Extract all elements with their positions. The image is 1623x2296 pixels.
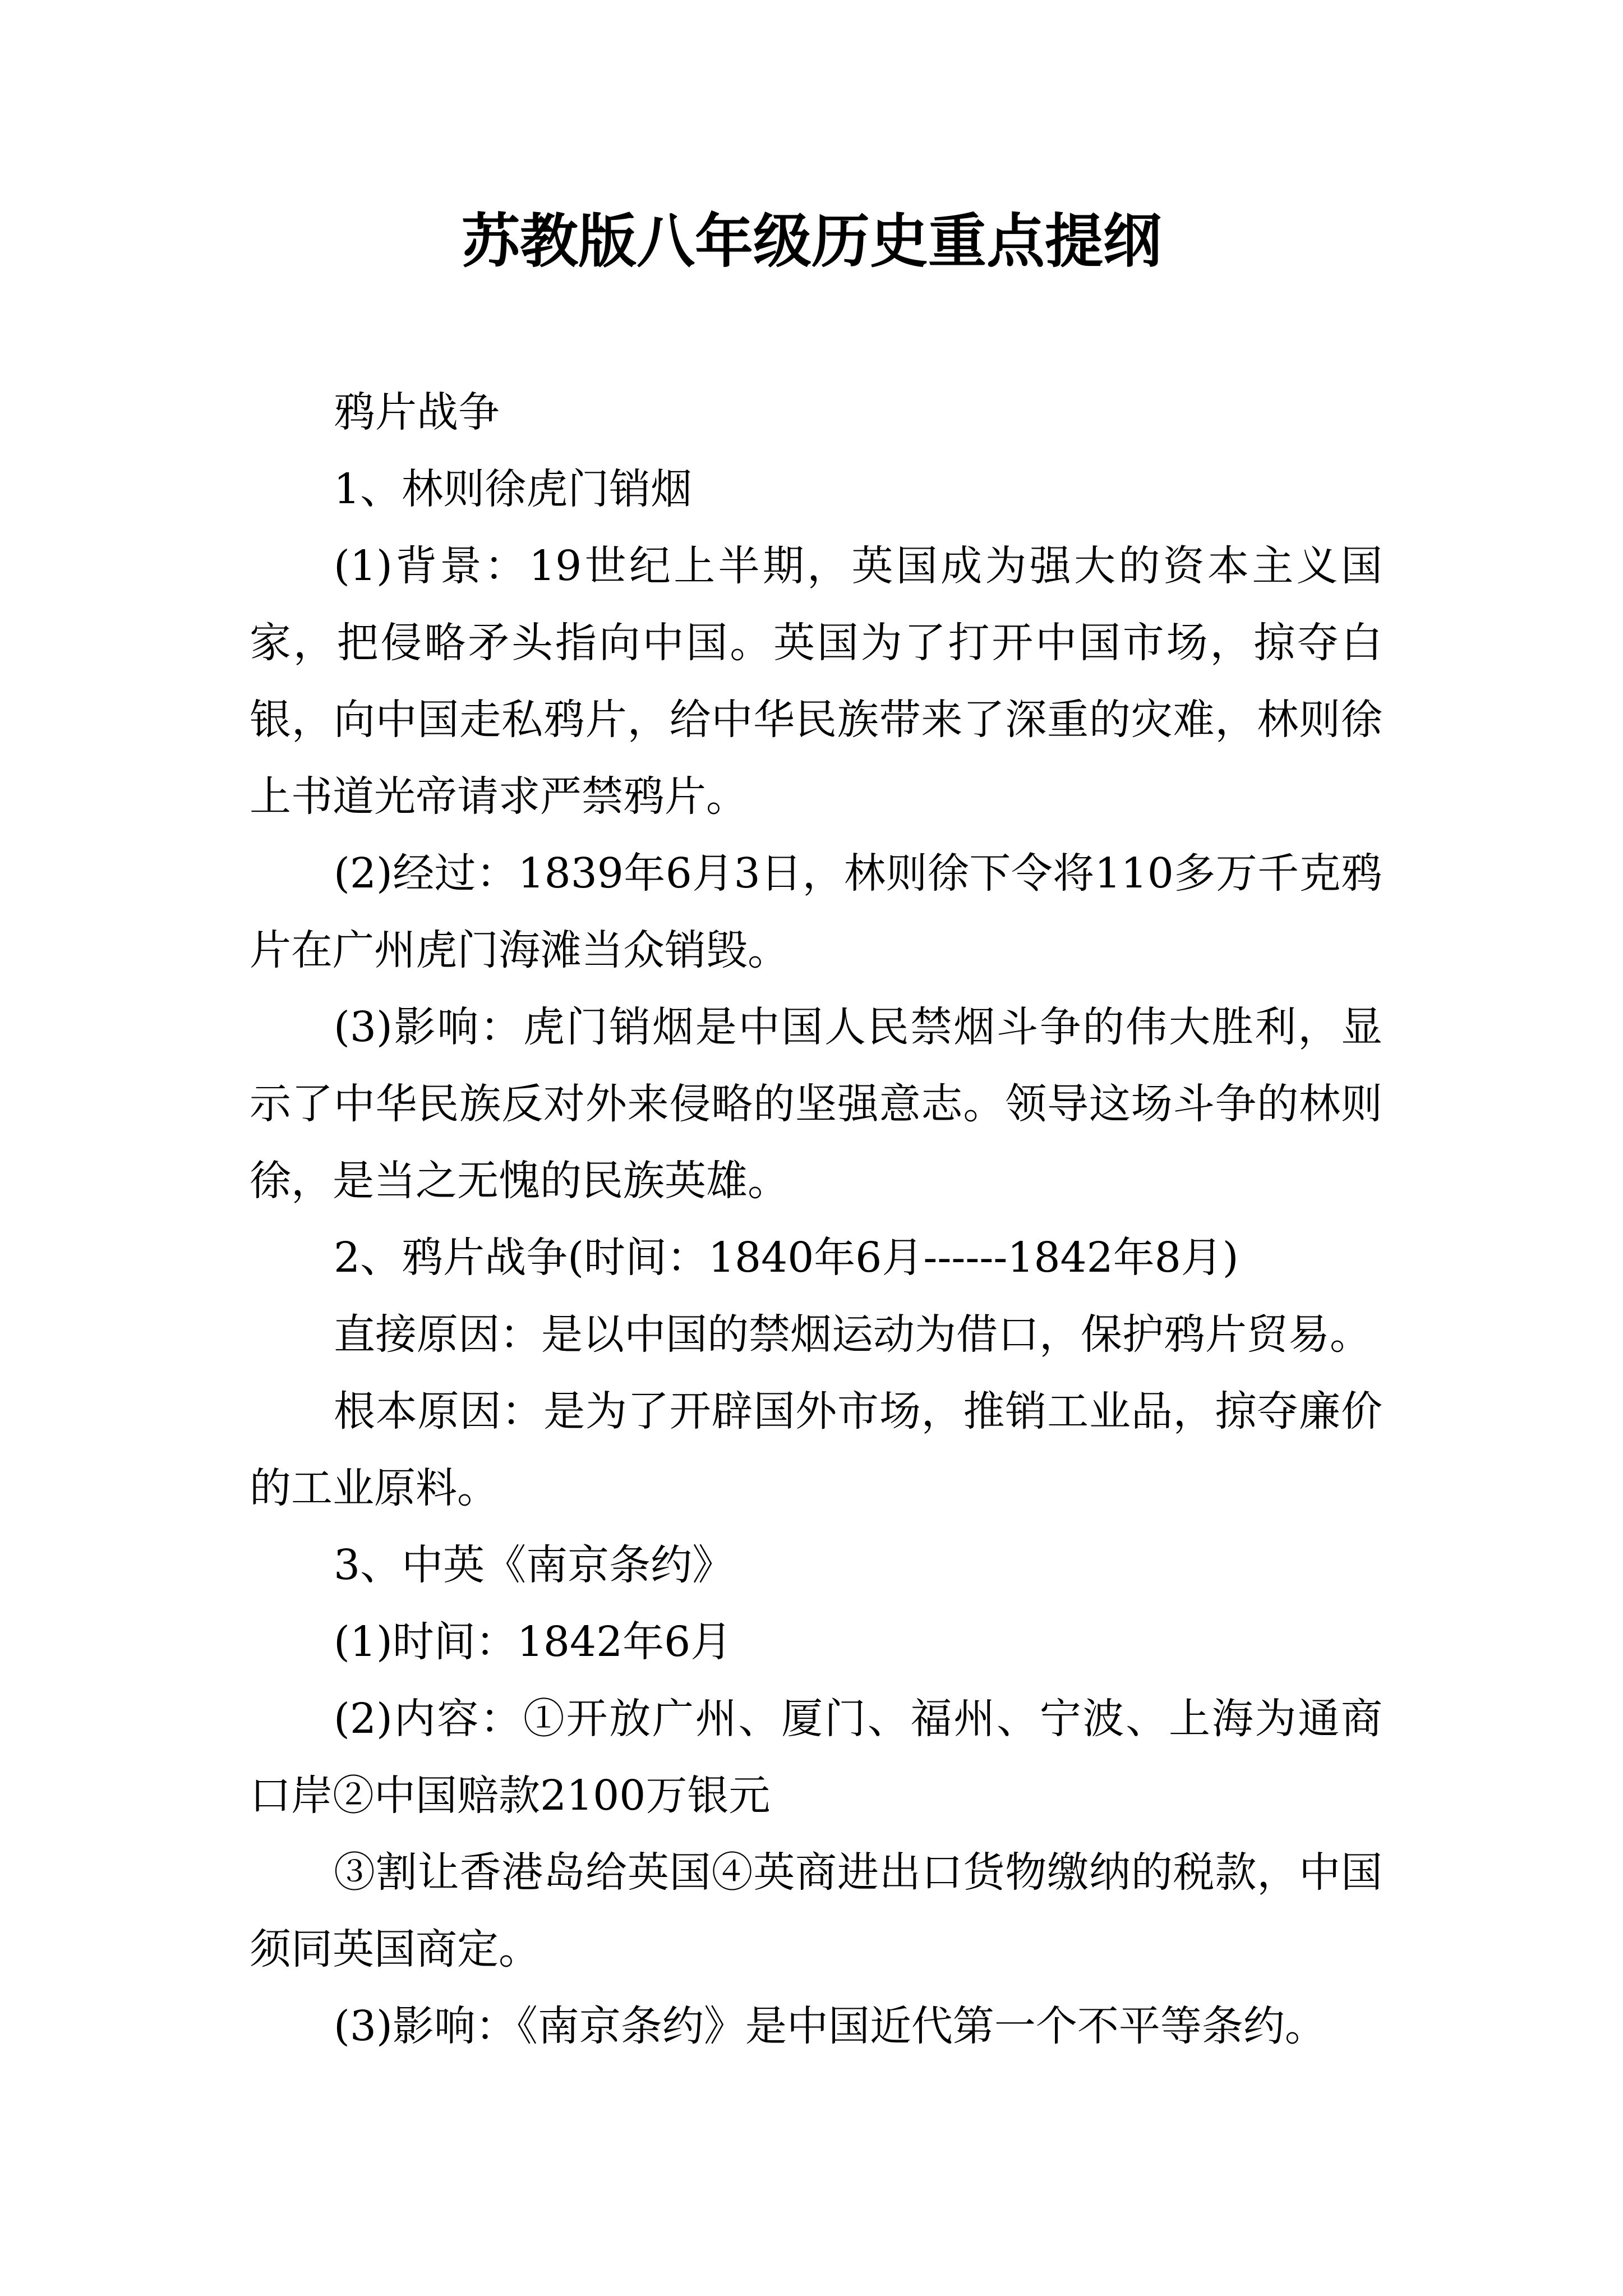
subsection-heading: 2、鸦片战争(时间：1840年6月------1842年8月) (334, 1234, 1239, 1282)
paragraph: ③割让香港岛给英国④英商进出口货物缴纳的税款，中国须同英国商定。 (250, 1848, 1382, 1973)
paragraph: (3)影响：虎门销烟是中国人民禁烟斗争的伟大胜利，显示了中华民族反对外来侵略的坚强意志。领导这场斗争的林则徐，是当之无愧的民族英雄。 (250, 1003, 1382, 1205)
paragraph: (1)背景：19世纪上半期，英国成为强大的资本主义国家，把侵略矛头指向中国。英国为了打开中国市场，掠夺白银，向中国走私鸦片，给中华民族带来了深重的灾难，林则徐上书道光帝请求严禁鸦片。 (250, 542, 1382, 821)
document-body (250, 374, 1382, 2065)
paragraph: (2)经过：1839年6月3日，林则徐下令将110多万千克鸦片在广州虎门海滩当众销毁。 (250, 849, 1382, 974)
paragraph: (3)影响：《南京条约》是中国近代第一个不平等条约。 (334, 2002, 1326, 2050)
paragraph: (1)时间：1842年6月 (334, 1618, 732, 1666)
paragraph: (2)内容：①开放广州、厦门、福州、宁波、上海为通商口岸②中国赔款2100万银元 (250, 1695, 1382, 1820)
subsection-heading: 3、中英《南京条约》 (334, 1541, 734, 1589)
paragraph: 根本原因：是为了开辟国外市场，推销工业品，掠夺廉价的工业原料。 (250, 1387, 1382, 1512)
subsection-heading: 1、林则徐虎门销烟 (334, 465, 693, 513)
section-heading: 鸦片战争 (334, 388, 500, 436)
document-title: 苏教版八年级历史重点提纲 (461, 206, 1161, 275)
paragraph: 直接原因：是以中国的禁烟运动为借口，保护鸦片贸易。 (334, 1310, 1371, 1359)
